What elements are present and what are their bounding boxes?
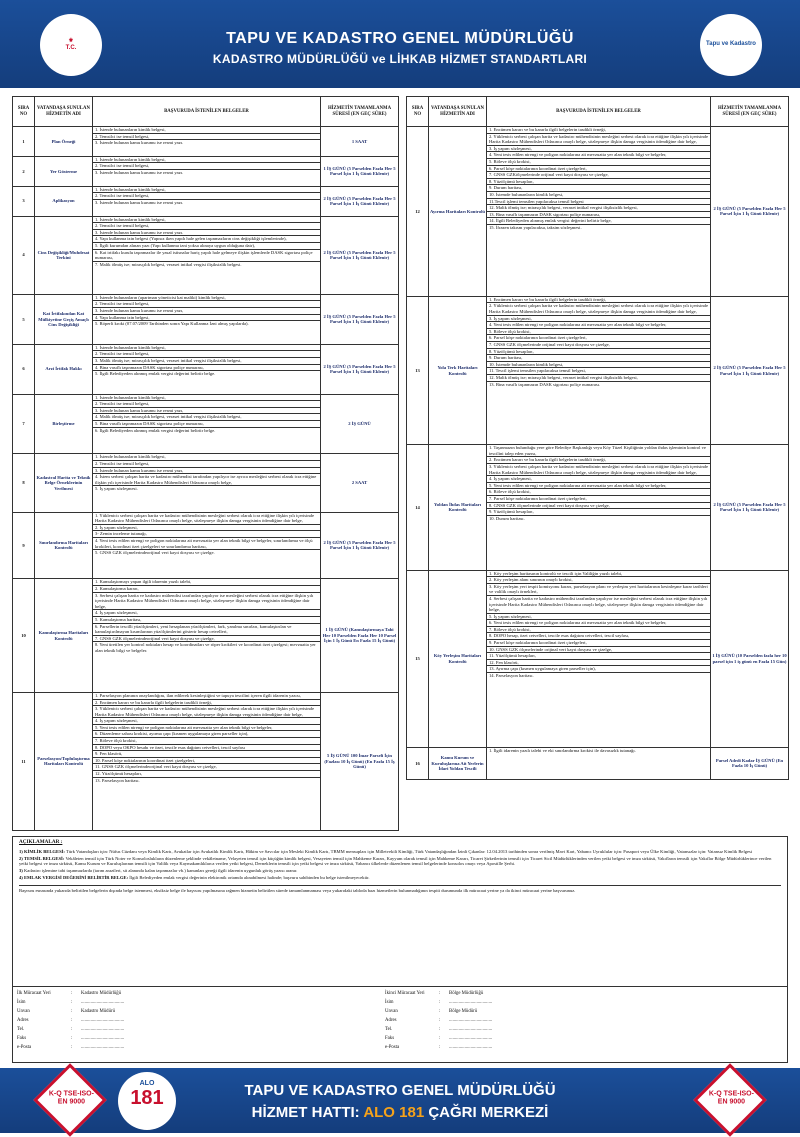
contact-separator: : xyxy=(439,1018,441,1023)
explanation-text: Türk Vatandaşları için: Nüfus Cüzdanı veya Kimlik Kartı, Avukatlar için Avukatlık Kimlik Kartı, Hâkim ve Savcılar için Mesleki Kimlik Kartı, TBMM mensupları için Milletvekili Kimliği, Türk Vatandaşlığından İzinli Çıkanlar: 12.04.2013 tarihinden sonra verilmiş Mavi Kart, Yabancı Uyruklular için: Pasaport veya Ülke Kimliği, Vatansızlar için: Vatansız Kimlik Belgesi xyxy=(66,848,753,854)
document-item: 1. Parselasyon planının onaylandığını, ilan edilerek kesinleştiğini ve tapuya tescilini içeren ilgili idarenin yazısı, xyxy=(93,693,320,700)
document-item: 13. Bina vasıflı taşınmazın DASK sigortası poliçe numarası. xyxy=(489,381,601,387)
footer-title: TAPU VE KADASTRO GENEL MÜDÜRLÜĞÜ xyxy=(244,1082,556,1099)
explanation-label: 2) TEMSİL BELGESİ: xyxy=(19,855,65,861)
service-row xyxy=(407,127,789,297)
document-item: 3. Yükleniciı serbest çalışan harita ve kadastro mühendisinin mesleğini serbest olarak icra ettiğine ilişkin yılı içerisinde Harita Kadastro Mühendisleri Odasınca onaylı belge, sözleşmeye ilişkin damga vergisinin ödendiğine dair belge, xyxy=(489,463,708,475)
document-item: 5. Kamulaştırma haritası, xyxy=(93,617,320,624)
contact-separator: : xyxy=(71,1027,73,1032)
document-item: 3. İstende bulunan kamu kurumu ise resmi yazı. xyxy=(95,199,184,205)
contact-separator: : xyxy=(71,1036,73,1041)
document-item: 4. Yapı kullanma izin belgesi (Yapısız iken yapılı hale gelen taşınmazların cins değişikliği işlemlerinde), xyxy=(93,236,320,243)
service-row xyxy=(13,344,399,394)
service-row xyxy=(407,747,789,779)
document-item: 5. Röleve ölçü krokisi, xyxy=(487,159,710,166)
document-item: 8. DOPO hesap, özet cetvelleri, tescile esas dağıtım cetvelleri, tescil sayfası, xyxy=(487,633,710,640)
completion-time: 1 İŞ GÜNÜ (Kamulaştırmaya Tabi Her 10 Parselden Fazla Her 10 Parsel İçin 1 İş Günü En Fazla 15 İş Günü) xyxy=(321,579,399,693)
document-item: 11. Yüzölçümü hesapları, xyxy=(487,653,710,660)
required-documents xyxy=(487,296,711,444)
service-row xyxy=(407,570,789,747)
service-name: Arzi İrtifak Hakkı xyxy=(35,344,93,394)
contact-value: Bölge Müdürlüğü xyxy=(449,991,484,996)
required-documents xyxy=(93,579,321,693)
document-item: 8. Yüzölçümü hesapları, xyxy=(487,179,710,186)
document-item: 1. Köy yerleşim haritasının kontrolü ve tescili için Valiliğin yazılı talebi, xyxy=(487,571,710,578)
document-item: 5. Yeni tesis edilen nirengi ve poligon noktalarına ait mevzuatta yer alan teknik bilgi ve belgeler, xyxy=(487,483,710,490)
document-item: 1. İstende bulunanların (apartman yöneticisi kat maliki) kimlik belgesi, xyxy=(93,295,320,302)
contact-spacer xyxy=(171,990,397,998)
document-item: 1. İlgili idarenin yazılı talebi ve eki sınırlandırma krokisi ile davasızlık tutanağı. xyxy=(489,747,636,753)
services-table-left xyxy=(12,96,399,831)
contact-spacer xyxy=(539,1017,785,1025)
document-item: 5. İş yapım sözleşmesi, xyxy=(487,614,710,621)
document-item: 4. Yeni tesis edilen nirengi ve poligon noktalarına ait mevzuatta yer alan teknik bilgi ve belgeler, xyxy=(487,152,710,159)
document-item: 6. Parsel köşe noktalarının koordinat özet çizelgeleri, xyxy=(487,335,710,342)
contact-separator: : xyxy=(71,1009,73,1014)
contact-label: Faks xyxy=(385,1036,395,1041)
required-documents xyxy=(93,344,321,394)
contact-value: .................................... xyxy=(81,1018,125,1023)
contact-separator: : xyxy=(439,1000,441,1005)
document-item: 2. Temsilci ise temsil belgesi, xyxy=(93,461,320,468)
document-item: 12. Yüzölçümü hesapları, xyxy=(93,771,320,778)
iso-badge-icon: K-Q TSE-ISO-EN 9000 xyxy=(33,1063,107,1137)
service-number: 13 xyxy=(407,296,429,444)
document-item: 2. Encümen kararı ve bu kararla ilgili belgelerin tasdikli örneği, xyxy=(93,700,320,707)
service-row xyxy=(13,692,399,830)
explanations-title: AÇIKLAMALAR : xyxy=(19,839,63,845)
contact-value: .................................... xyxy=(449,1027,493,1032)
document-item: 3. İstende bulunan kamu kurumu ise resmi yazı. xyxy=(95,170,184,176)
completion-time: Parsel Adedi Kadar İŞ GÜNÜ (En Fazla 10 İş Günü) xyxy=(711,747,789,779)
document-item: 4. İş yapım sözleşmesi, xyxy=(93,718,320,725)
service-number: 2 xyxy=(13,156,35,186)
contact-section xyxy=(12,987,788,1063)
document-item: 9. Fen klasörü, xyxy=(93,751,320,758)
document-item: 10. GNSS GZK ölçmelerinde orijinal veri kayıt dosyası ve çizelge, xyxy=(487,647,710,654)
service-name: Ayırma Haritaları Kontrolü xyxy=(429,127,487,297)
second-contact-block xyxy=(385,990,785,1052)
contact-label: İsim xyxy=(17,1000,26,1005)
service-row xyxy=(13,294,399,344)
contact-label: Unvan xyxy=(385,1009,398,1014)
document-item: 3. İstende bulunan kamu kurumu ise resmi yazı. xyxy=(93,230,320,237)
service-row xyxy=(13,127,399,157)
services-table-right xyxy=(406,96,789,780)
service-number: 12 xyxy=(407,127,429,297)
document-item: 5. Yeni tesis edilen nirengi ve poligon noktalarına ait mevzuatta yer alan teknik bilgi ve belgeler, xyxy=(93,725,320,732)
service-name: Kamulaştırma Haritaları Kontrolü xyxy=(35,579,93,693)
document-item: 2. Köy yerleşim alanı sınırının onaylı krokisi, xyxy=(487,577,710,584)
document-item: 10. İstemde bulunanların kimlik belgesi, xyxy=(487,192,710,199)
document-item: 4. İş yapım sözleşmesi, xyxy=(93,610,320,617)
contact-spacer xyxy=(171,1008,397,1016)
required-documents xyxy=(93,692,321,830)
contact-label: e-Posta xyxy=(17,1045,32,1050)
service-number: 16 xyxy=(407,747,429,779)
service-name: Yer Gösterme xyxy=(35,156,93,186)
contact-separator: : xyxy=(439,1036,441,1041)
completion-time: 2 İŞ GÜNÜ (5 Parselden Fazla Her 5 Parsel İçin 1 İş Günü Eklenir) xyxy=(321,294,399,344)
document-item: 3. Serbest çalışan harita ve kadastro mühendisi tarafından yapılıyor ise mesleğini serbest olarak icra ettiğine ilişkin yılı içerisinde Harita Kadastro Mühendisleri Odasınca onaylı belge, sözleşmeye ilişkin damga vergisinin ödendiğine dair belge, xyxy=(93,593,320,611)
document-item: 3. Köy yerleşim yeri tespit komisyonu kararı, parselasyon planı ve yerleşim yeri haritalarının kesinleşme karar tarihleri ve valilik onaylı örnekleri, xyxy=(487,584,710,596)
service-row xyxy=(13,186,399,216)
contact-separator: : xyxy=(439,1009,441,1014)
service-number: 8 xyxy=(13,454,35,512)
contact-value: Bölge Müdürü xyxy=(449,1009,478,1014)
iso-badge-icon: K-Q TSE-ISO-EN 9000 xyxy=(693,1063,767,1137)
contact-label: Unvan xyxy=(17,1009,30,1014)
page-footer xyxy=(0,1068,800,1133)
service-name: Yola Terk Haritaları Kontrolü xyxy=(429,296,487,444)
service-row xyxy=(407,296,789,444)
contact-label: Tel. xyxy=(385,1027,393,1032)
contact-value: .................................... xyxy=(449,1000,493,1005)
document-item: 2. Temsilci ise temsil belgesi, xyxy=(93,401,320,408)
service-name: Kamu Kurum ve Kuruluşlarına Ait Yerlerin İdari Yoldan Tescili xyxy=(429,747,487,779)
document-item: 4. Yapı kullanma izin belgesi, xyxy=(93,315,320,322)
document-item: 11. GNSS GZK ölçmelerindeorijinal veri kayıt dosyası ve çizelge, xyxy=(93,764,320,771)
document-item: 6. Düzenleme sahası krokisi, ayırma çapı (kısmen uygulamaya giren parseller için), xyxy=(93,731,320,738)
document-item: 7. Röleve ölçü krokisi, xyxy=(487,627,710,634)
completion-time: 2 İŞ GÜNÜ (5 Parselden Fazla Her 5 Parsel İçin 1 İş Günü Eklenir) xyxy=(321,344,399,394)
service-number: 11 xyxy=(13,692,35,830)
page-header xyxy=(0,0,800,88)
contact-value: .................................... xyxy=(81,1045,125,1050)
required-documents xyxy=(93,127,321,157)
contact-label: Adres xyxy=(17,1018,29,1023)
contact-spacer xyxy=(539,999,785,1007)
required-documents xyxy=(487,747,711,779)
completion-time: 2 İŞ GÜNÜ (5 Parselden Fazla Her 5 Parsel İçin 1 İş Günü Eklenir) xyxy=(711,127,789,297)
service-name: Birleştirme xyxy=(35,394,93,454)
contact-value: .................................... xyxy=(449,1018,493,1023)
contact-value: .................................... xyxy=(81,1027,125,1032)
document-item: 11.Tescil işlemi temsilen yapılacaksa temsil belgesi xyxy=(487,199,710,206)
document-item: 6. Kat irtifakı kurulu taşınmazlar ile yasal istisnalar hariç yapılı hale gelmeye ilişkin işlemlerde DASK sigortası poliçe numarası, xyxy=(93,250,320,262)
document-item: 1. Taşınmazın bulunduğu yere göre Belediye Başkanlığı veya Köy Tüzel Kişiliğinin yoldan ihdas işleminin kontrol ve tescilini talep eden yazısı, xyxy=(487,445,710,457)
document-item: 6. Parsel köşe noktalarının koordinat özet çizelgeleri, xyxy=(487,166,710,173)
explanation-text: İlgili Belediyeden emlak vergisi değerinin elektronik ortamda alınabilmesi halinde; başvuru sahibinden bu belge istenilmeyecektir. xyxy=(129,874,370,880)
contact-spacer xyxy=(171,1035,397,1043)
completion-time: 1 SAAT xyxy=(321,127,399,157)
required-documents xyxy=(93,186,321,216)
explanations-section xyxy=(12,836,788,987)
explanation-item xyxy=(19,868,781,874)
col-header-time: HİZMETİN TAMAMLANMA SÜRESİ (EN GEÇ SÜRE) xyxy=(321,97,399,127)
document-item: 4. Yeni tesis edilen nirengi ve poligon noktalarına ait mevzuatta yer alan teknik bilgi ve belgeler, sınırlandırma ve ölçü krokileri, koordinat özet çizelgeleri ve sınırlandırma haritası, xyxy=(93,538,320,550)
service-row xyxy=(13,156,399,186)
required-documents xyxy=(487,127,711,297)
document-item: 2. Temsilci ise temsil belgesi, xyxy=(93,223,320,230)
document-item: 3. İstende bulunan kamu kurumu ise resmi yazı, xyxy=(93,468,320,475)
document-item: 13. Ayırma çapı (kısmen uygulamaya giren parseller için), xyxy=(487,666,710,673)
contact-spacer xyxy=(171,999,397,1007)
contact-spacer xyxy=(539,1044,785,1052)
document-item: 6. Yeni tesis edilen nirengi ve poligon noktalarına ait mevzuatta yer alan teknik bilgi ve belgeler, xyxy=(487,620,710,627)
service-number: 14 xyxy=(407,445,429,570)
service-row xyxy=(13,394,399,454)
contact-spacer xyxy=(171,1044,397,1052)
contact-value: .................................... xyxy=(449,1036,493,1041)
ministry-seal-icon: ⚜ T.C. xyxy=(40,14,102,76)
contact-separator: : xyxy=(439,1027,441,1032)
document-item: 11. Tescil işlemi temsilen yapılacaksa temsil belgesi, xyxy=(487,368,710,375)
document-item: 3. İş yapım sözleşmesi, xyxy=(487,146,710,153)
document-item: 4. Serbest çalışan harita ve kadastro mühendisi tarafından yapılıyor ise mesleğini serbest olarak icra ettiğine ilişkin yılı içerisinde Harita Kadastro Mühendisleri Odasınca onaylı belge, sözleşmeye ilişkin damga vergisinin ödendiğine dair belge, xyxy=(487,596,710,614)
document-item: 10. Durum haritası. xyxy=(489,515,525,521)
document-item: 2. Yükleniciı serbest çalışan harita ve kadastro mühendisinin mesleğini serbest olarak icra ettiğine ilişkin yılı içerisinde Harita Kadastro Mühendisleri Odasınca onaylı belge, sözleşmeye ilişkin damga vergisinin ödendiğine dair belge, xyxy=(489,303,708,314)
document-item: 7. Röleve ölçü krokisi, xyxy=(93,738,320,745)
document-item: 5. İş yapım sözleşmesi. xyxy=(95,486,138,492)
document-item: 3. İstende bulunan kamu kurumu ise resmi yazı. xyxy=(95,140,184,146)
document-item: 9. Yüzölçümü hesapları, xyxy=(487,509,710,516)
document-item: 3. İş yapım sözleşmesi, xyxy=(487,316,710,323)
hotline-text: HİZMET HATTI: ALO 181 ÇAĞRI MERKEZİ xyxy=(251,1104,549,1121)
contact-spacer xyxy=(171,1017,397,1025)
document-item: 4. Yeni tesis edilen nirengi ve poligon noktalarına ait mevzuatta yer alan teknik bilgi ve belgeler, xyxy=(487,322,710,329)
completion-time: 2 SAAT xyxy=(321,454,399,512)
document-item: 4. İş yapım sözleşmesi, xyxy=(487,476,710,483)
document-item: 8. GNSS GZK ölçmelerinde orijinal veri kayıt dosyası ve çizelge, xyxy=(487,503,710,510)
document-item: 2. Encümen kararı ve bu kararla ilgili belgelerin tasdikli örneği, xyxy=(487,457,710,464)
document-item: 7. Parsel köşe noktalarının koordinat özet çizelgeleri, xyxy=(487,496,710,503)
contact-value: Kadastro Müdürlüğü xyxy=(81,991,122,996)
required-documents xyxy=(93,156,321,186)
document-item: 2. Temsilci ise temsil belgesi, xyxy=(93,351,320,358)
contact-separator: : xyxy=(71,1000,73,1005)
completion-time: 1 İŞ GÜNÜ (10 Parselden fazla her 10 parsel için 1 iş günü en Fazla 15 Gün) xyxy=(711,570,789,747)
service-number: 6 xyxy=(13,344,35,394)
service-name: Yoldan İhdas Haritaları Kontrolü xyxy=(429,445,487,570)
document-item: 2. Kamulaştırma kararı, xyxy=(93,586,320,593)
explanation-item xyxy=(19,849,781,855)
service-name: Parselasyon/Toplulaştırma Haritaları Kontrolü xyxy=(35,692,93,830)
contact-label: İsim xyxy=(385,1000,394,1005)
contact-value: .................................... xyxy=(81,1000,125,1005)
completion-time: 2 İŞ GÜNÜ (5 Parselden Fazla Her 5 Parsel İçin 1 İş Günü Eklenir) xyxy=(711,445,789,570)
document-item: 13. Parselasyon haritası. xyxy=(95,777,140,783)
col-header-docs: BAŞVURUDA İSTENİLEN BELGELER xyxy=(93,97,321,127)
col-header-time: HİZMETİN TAMAMLANMA SÜRESİ (EN GEÇ SÜRE) xyxy=(711,97,789,127)
service-row xyxy=(13,454,399,512)
explanation-label: 1) KİMLİK BELGESİ: xyxy=(19,848,65,854)
document-item: 4. Bina vasıflı taşınmazın DASK sigortası poliçe numarası, xyxy=(93,365,320,372)
document-item: 1. Encümen kararı ve bu kararla ilgili belgelerin tasdikli örneği, xyxy=(487,127,710,134)
required-documents xyxy=(487,445,711,570)
document-item: 3. Malik ölmüş ise; mirasçılık belgesi, veraset intikal vergisi ilişiksizlik belgesi, xyxy=(93,358,320,365)
required-documents xyxy=(487,570,711,747)
document-item: 6. Röleve ölçü krokisi, xyxy=(487,489,710,496)
col-header-no: SIRA NO xyxy=(13,97,35,127)
document-item: 2. Yükleniciı serbest çalışan harita ve kadastro mühendisinin mesleğini serbest olarak icra ettiğine ilişkin yılı içerisinde Harita Kadastro Mühendisleri Odasınca onaylı belge, sözleşmeye ilişkin damga vergisinin ödendiğine dair belge, xyxy=(489,133,708,145)
document-item: 14. İlgili Belediyeden alınmış emlak vergisi değerini belirtir belge, xyxy=(487,218,710,225)
document-item: 10. Parsel köşe noktalarının koordinat özet çizelgeleri, xyxy=(93,758,320,765)
document-item: 1. İstende bulunanların kimlik belgesi, xyxy=(93,157,320,164)
contact-separator: : xyxy=(439,1045,441,1050)
explanation-label: 4) EMLAK VERGİSİ DEĞERİNİ BELİRTİR BELGE: xyxy=(19,874,129,880)
document-item: 4. Malik ölmüş ise; mirasçılık belgesi, veraset intikal vergisi ilişiksizlik belgesi, xyxy=(93,414,320,421)
document-item: 9. Parsel köşe noktalarının koordinat özet çizelgeleri, xyxy=(487,640,710,647)
explanation-item xyxy=(19,875,781,881)
document-item: 7. Malik ölmüş ise; mirasçılık belgesi, veraset intikal vergisi ilişiksizlik belgesi. xyxy=(95,261,242,267)
alo-181-logo-icon: ALO 181 xyxy=(118,1072,176,1130)
contact-spacer xyxy=(539,1008,785,1016)
document-item: 2. Temsilci ise temsil belgesi, xyxy=(93,301,320,308)
service-row xyxy=(407,445,789,570)
document-item: 2. İş yapım sözleşmesi, xyxy=(93,525,320,532)
document-item: 1. İstende bulunanların kimlik belgesi, xyxy=(93,345,320,352)
contact-separator: : xyxy=(439,991,441,996)
service-number: 1 xyxy=(13,127,35,157)
document-item: 1. Encümen kararı ve bu kararla ilgili belgelerin tasdikli örneği, xyxy=(487,297,710,304)
required-documents xyxy=(93,394,321,454)
contact-spacer xyxy=(539,990,785,998)
service-name: Köy Yerleşim Haritaları Kontrolü xyxy=(429,570,487,747)
service-name: Kat İrtifakından Kat Mülkiyetine Geçiş Amaçlı Cins Değişikliği xyxy=(35,294,93,344)
document-item: 15. İfrazen takısm yapılacaksa, taksim sözleşmesi. xyxy=(489,224,582,230)
completion-time: 1 İŞ GÜNÜ (5 Parselden Fazla Her 5 Parsel İçin 1 İş Günü Eklenir) xyxy=(321,156,399,186)
explanation-text: Vekâleten temsil için Türk Noter ve Konsoloslukların düzenleme şeklinde vekâletname, Velayeten temsil için küçüğün kimlik belgesi, Vesayeten temsil için Mahkeme Kararı, Kayyum olarak temsil için Mahkeme Kararı, Ticaret Şirketlerinin temsili için Ticaret Sicil Müdürlüklerinden verilen yetki belgesi ve imza sirküsü, Vakıfların temsili için Vakıflar Bölge Müdürlüklerince verilen yetki belgesi ve imza sirküsü, Kamu Kurum ve Kuruluşlarının temsili için Valilik veya Kaymakamlıklarca verilen yetki belgesi, Derneklerin temsili için yetki belgesi ve imza sirküsü, Yabancı ülkelerde düzenlenen temsil belgelerinde konsolos onayı veya Apostille Şerhi. xyxy=(19,855,772,867)
contact-separator: : xyxy=(71,1045,73,1050)
document-item: 7. GNSS GZK ölçmelerindeorijinal veri kayıt dosyası ve çizelge, xyxy=(93,636,320,643)
document-item: 14. Parselasyon haritası. xyxy=(489,673,534,679)
document-item: 12. Malik ölmüş ise; mirasçılık belgesi, veraset intikal vergisi ilişiksizlik belgesi, xyxy=(487,375,710,382)
service-name: Aplikasyon xyxy=(35,186,93,216)
service-number: 5 xyxy=(13,294,35,344)
document-item: 1. İstende bulunanların kimlik belgesi, xyxy=(93,395,320,402)
required-documents xyxy=(93,454,321,512)
document-item: 3. İstende bulunan kamu kurumu ise resmi yazı, xyxy=(93,408,320,415)
document-item: 8. Yüzölçümü hesapları, xyxy=(487,349,710,356)
document-item: 1. Yükleniciı serbest çalışan harita ve kadastro mühendisinin mesleğini serbest olarak icra ettiğine ilişkin yılı içerisinde Harita Kadastro Mühendisleri Odasınca onaylı belge, sözleşmeye ilişkin damga vergisinin ödendiğine dair belge, xyxy=(93,513,320,525)
document-item: 1. İstende bulunanların kimlik belgesi, xyxy=(93,454,320,461)
completion-time: 2 İŞ GÜNÜ (5 Parselden Fazla Her 5 Parsel İçin 1 İş Günü Eklenir) xyxy=(321,186,399,216)
document-item: 1. Kamulaştırmayı yapan ilgili idarenin yazılı talebi, xyxy=(93,579,320,586)
document-item: 5. Röleve ölçü krokisi, xyxy=(487,329,710,336)
col-header-docs: BAŞVURUDA İSTENİLEN BELGELER xyxy=(487,97,711,127)
document-item: 3. Yükleniciı serbest çalışan harita ve kadastro mühendisinin mesleğini serbest olarak icra ettiğine ilişkin yılı içerisinde Harita Kadastro Mühendisleri Odasınca onaylı belge, sözleşmeye ilişkin damga vergisinin ödendiğine dair belge, xyxy=(93,706,320,718)
required-documents xyxy=(93,216,321,294)
completion-time: 2 İŞ GÜNÜ xyxy=(321,394,399,454)
service-number: 9 xyxy=(13,512,35,579)
document-item: 8. DOPO veya OKPO hesabı ve özet, tescile esas dağıtım cetvelleri, tescil sayfası xyxy=(93,745,320,752)
service-number: 15 xyxy=(407,570,429,747)
referral-note: Başvuru esnasında yukarıda belirtilen belgelerin dışında belge istenmesi, eksiksiz belge ile başvuru yapılmasına rağmen hizmetin belirtilen sürede tamamlanmaması veya yukarıdaki tabloda bazı hizmetlerin bulunmadığının tespiti durumunda ilk müracaat yerine ya da ikinci müracaat yerine başvurunuz. xyxy=(19,885,781,894)
service-number: 4 xyxy=(13,216,35,294)
document-item: 5. İlgili kurumdan alınan yazı (Yapı kullanma izni yoksa alınaya uygun olduğuna dair), xyxy=(93,243,320,250)
document-item: 9. Durum haritası, xyxy=(487,185,710,192)
document-item: 3. İstende bulunan kamu kurumu ise resmi yazı, xyxy=(93,308,320,315)
document-item: 4. İstem serbest çalışan harita ve kadastro mühendisi tarafından yapılıyor ise ayrıca mesleğini serbest olarak icra ettiğine ilişkin yılı içerisinde Harita Kadastro Mühendisleri Odasınca onaylı belge, xyxy=(93,474,320,486)
service-number: 7 xyxy=(13,394,35,454)
explanation-label: 3) xyxy=(19,868,23,874)
document-item: 7. GNSS GZK ölçmelerinde orijinal veri kayıt dosyası ve çizelge, xyxy=(487,342,710,349)
contact-label: İlk Müracaat Yeri xyxy=(17,991,51,996)
document-item: 3- Zemin inceleme tutanağı, xyxy=(93,531,320,538)
explanation-item xyxy=(19,856,781,868)
document-item: 1. İstende bulunanların kimlik belgesi, xyxy=(93,127,320,134)
document-item: 5. Röperli kroki (07.07/2009 Tarihinden sonra Yapı Kullanma İzni almış yapılarda). xyxy=(95,321,249,327)
header-title: TAPU VE KADASTRO GENEL MÜDÜRLÜĞÜ xyxy=(226,30,574,47)
first-contact-block xyxy=(17,990,397,1052)
tkgm-logo-icon: Tapu ve Kadastro xyxy=(700,14,762,76)
contact-value: Kadastro Müdürü xyxy=(81,1009,115,1014)
document-item: 7. GNSS GZKölçmelerinde orijinal veri kayıt dosyası ve çizelge, xyxy=(487,172,710,179)
col-header-name: VATANDAŞA SUNULAN HİZMETİN ADI xyxy=(35,97,93,127)
document-item: 12. Malik ölmüş ise; mirasçılık belgesi, veraset intikal vergisi ilişiksizlik belgesi, xyxy=(487,205,710,212)
document-item: 5. GNSS GZK ölçmelerindeorijinal veri kayıt dosyası ve çizelge. xyxy=(95,550,215,556)
document-item: 5. Bina vasıflı taşınmazın DASK sigortası poliçe numarası, xyxy=(93,421,320,428)
col-header-no: SIRA NO xyxy=(407,97,429,127)
document-item: 9. Durum haritası, xyxy=(487,355,710,362)
document-item: 5. İlgili Belediyeden alınmış emlak vergisi değerini belirtir belge. xyxy=(95,371,216,377)
contact-value: .................................... xyxy=(449,1045,493,1050)
contact-separator: : xyxy=(71,991,73,996)
contact-separator: : xyxy=(71,1018,73,1023)
contact-label: e-Posta xyxy=(385,1045,400,1050)
service-row xyxy=(13,579,399,693)
contact-label: İkinci Müracaat Yeri xyxy=(385,991,425,996)
service-name: Plan Örneği xyxy=(35,127,93,157)
completion-time: 2 İŞ GÜNÜ (5 Parselden Fazla Her 5 Parsel İçin 1 İş Günü Eklenir) xyxy=(321,512,399,579)
explanation-text: Kadastro işlemine tabi taşınmazlarda (tarım arazileri, sit alanında kalan taşınmazlar vb.) kanunları gereği ilgili idarenin uygunluk görüş yazısı aranır. xyxy=(23,868,298,874)
service-number: 3 xyxy=(13,186,35,216)
contact-label: Adres xyxy=(385,1018,397,1023)
required-documents xyxy=(93,512,321,579)
contact-label: Faks xyxy=(17,1036,27,1041)
document-item: 6. Parsellerin tescilli yüzölçümleri, yeni hesaplanan yüzölçümleri, fark, yanılma sınırları, kamulaştırılan ve kamulaştırılmayan kısımlarının yüzölçümlerini gösterir hesap cetvelleri, xyxy=(93,624,320,636)
document-item: 6. İlgili Belediyeden alınmış emlak vergisi değerini belirtir belge. xyxy=(95,427,216,433)
service-name: Sınırlandırma Haritaları Kontrolü xyxy=(35,512,93,579)
col-header-name: VATANDAŞA SUNULAN HİZMETİN ADI xyxy=(429,97,487,127)
contact-spacer xyxy=(171,1026,397,1034)
document-item: 1. İstende bulunanların kimlik belgesi, xyxy=(93,217,320,224)
document-item: 1. İstende bulunanların kimlik belgesi, xyxy=(93,187,320,194)
service-name: Kadastral Harita ve Teknik Belge Örneklerinin Verilmesi xyxy=(35,454,93,512)
required-documents xyxy=(93,294,321,344)
service-row xyxy=(13,512,399,579)
service-name: Cins Değişikliği/Muhdesat Terkini xyxy=(35,216,93,294)
document-item: 2. Temsilci ise temsil belgesi, xyxy=(93,134,320,141)
header-subtitle: KADASTRO MÜDÜRLÜĞÜ ve LİHKAB HİZMET STANDARTLARI xyxy=(212,52,588,66)
completion-time: 2 İŞ GÜNÜ (5 Parselden Fazla Her 5 Parsel İçin 1 İş Günü Eklenir) xyxy=(711,296,789,444)
document-item: 12. Fen klasörü, xyxy=(487,660,710,667)
contact-value: .................................... xyxy=(81,1036,125,1041)
service-number: 10 xyxy=(13,579,35,693)
document-item: 10. İstemde bulunanların kimlik belgesi, xyxy=(487,362,710,369)
contact-label: Tel. xyxy=(17,1027,25,1032)
document-item: 13. Bina vasıflı taşınmazın DASK sigortası poliçe numarası, xyxy=(487,212,710,219)
completion-time: 2 İŞ GÜNÜ (5 Parselden Fazla Her 5 Parsel İçin 1 İş Günü Eklenir) xyxy=(321,216,399,294)
document-item: 2. Temsilci ise temsil belgesi, xyxy=(93,193,320,200)
document-item: 2. Temsilci ise temsil belgesi, xyxy=(93,163,320,170)
document-item: 8. Yeni üretilen yer kontrol noktaları hesap ve koordinatları ve röper krokileri ve koordinat özet çizelgesi; mevzuatta yer alan teknik bilgi ve belgeler. xyxy=(95,642,316,653)
completion-time: 5 İŞ GÜNÜ 100 İmar Parseli İçin (Fazlası 10 İş Günü) (En Fazla 15 İş Günü) xyxy=(321,692,399,830)
contact-spacer xyxy=(539,1026,785,1034)
service-row xyxy=(13,216,399,294)
contact-spacer xyxy=(539,1035,785,1043)
